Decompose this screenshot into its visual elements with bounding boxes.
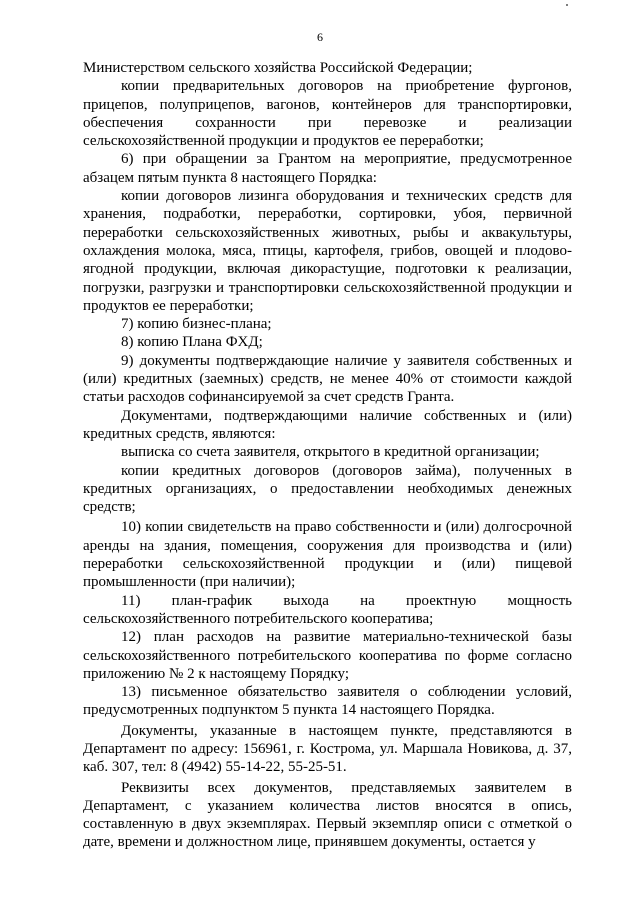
- paragraph: 12) план расходов на развитие материально-технической базы сельскохозяйственного потребительского кооператива по форме согласно приложению № 2 к настоящему Порядку;: [83, 629, 572, 682]
- paragraph: 7) копию бизнес-плана;: [121, 316, 272, 333]
- paragraph: 8) копию Плана ФХД;: [121, 334, 263, 351]
- paragraph: копии кредитных договоров (договоров займа), полученных в кредитных организациях, о предоставлении необходимых денежных средств;: [83, 462, 572, 516]
- paragraph: копии предварительных договоров на приобретение фургонов, прицепов, полуприцепов, вагонов, контейнеров для транспортировки, обеспечения сохранности при перевозке и реализации сельскохозяйственной продукции и продуктов ее переработки;: [83, 78, 572, 150]
- paragraph: Реквизиты всех документов, представляемых заявителем в Департамент, с указанием количества листов вносятся в опись, составленную в двух экземплярах. Первый экземпляр описи с отметкой о дате, времени и должностном лице, принявшем документы, остается у: [83, 779, 572, 851]
- paragraph: 9) документы подтверждающие наличие у заявителя собственных и (или) кредитных (заемных) средств, не менее 40% от стоимости каждой статьи расходов софинансируемой за счет средств Гранта.: [83, 352, 572, 406]
- paragraph: Министерством сельского хозяйства Российской Федерации;: [83, 60, 473, 76]
- scan-speck: [566, 4, 568, 6]
- paragraph: Документами, подтверждающими наличие собственных и (или) кредитных средств, являются:: [83, 407, 572, 442]
- paragraph: 11) план-график выхода на проектную мощность сельскохозяйственного потребительского кооператива;: [83, 592, 572, 627]
- paragraph: 6) при обращении за Грантом на мероприятие, предусмотренное абзацем пятым пункта 8 настоящего Порядка:: [83, 151, 572, 186]
- page-number: 6: [317, 30, 323, 44]
- document-body: [83, 59, 572, 852]
- paragraph: 13) письменное обязательство заявителя о соблюдении условий, предусмотренных подпунктом 5 пункта 14 настоящего Порядка.: [83, 684, 572, 719]
- paragraph: Документы, указанные в настоящем пункте, представляются в Департамент по адресу: 156961, г. Кострома, ул. Маршала Новикова, д. 37, каб. 307, тел: 8 (4942) 55-14-22, 55-25-51.: [83, 722, 572, 776]
- paragraph: выписка со счета заявителя, открытого в кредитной организации;: [121, 444, 540, 461]
- paragraph: копии договоров лизинга оборудования и технических средств для хранения, подработки, переработки, сортировки, убоя, первичной переработки сельскохозяйственных животных, рыбы и аквакультуры, охлаждения молока, мяса, птицы, картофеля, грибов, овощей и плодово-ягодной продукции, включая дикорастущие, подготовки к реализации, погрузки, разгрузки и транспортировки сельскохозяйственной продукции и продуктов ее переработки;: [83, 188, 572, 314]
- paragraph: 10) копии свидетельств на право собственности и (или) долгосрочной аренды на здания, помещения, сооружения для производства и (или) переработки сельскохозяйственной продукции и (или) пищевой промышленности (при наличии);: [83, 519, 572, 591]
